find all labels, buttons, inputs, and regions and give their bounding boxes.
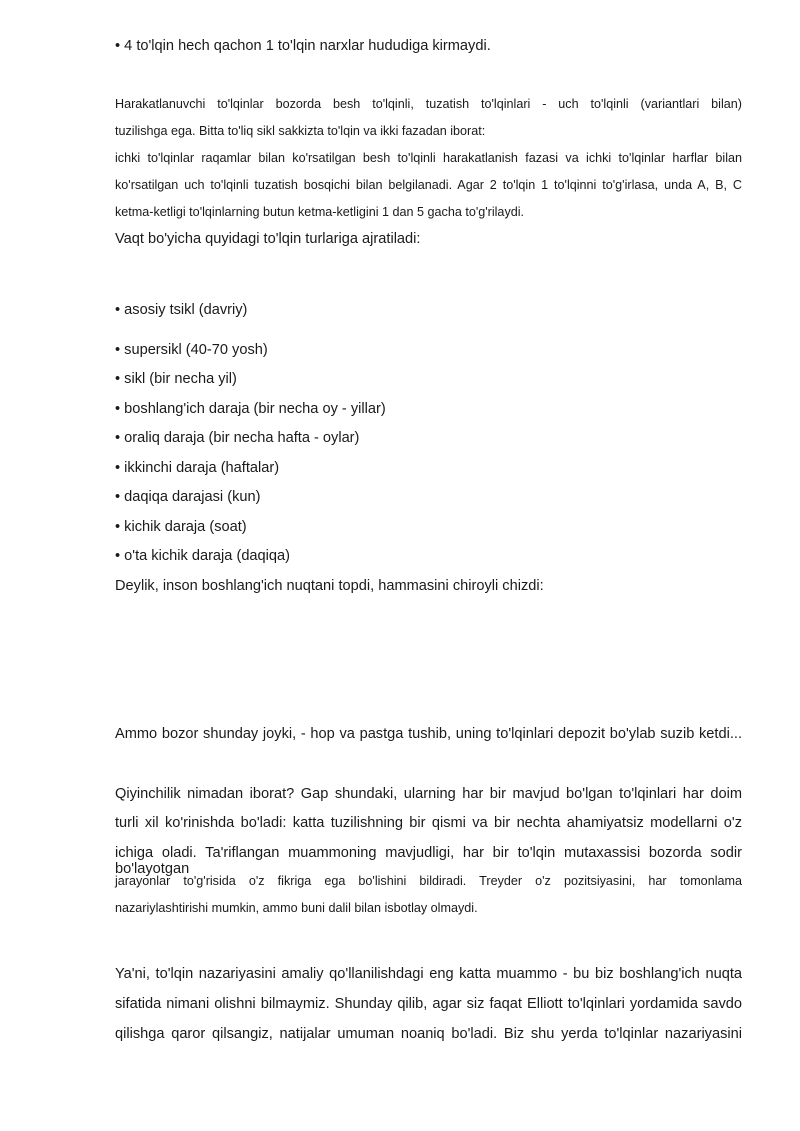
paragraph-line: ichiga oladi. Ta'riflangan muammoning mavjudligi, har bir to'lqin mutaxassisi bozorda sodir bo'layotgan	[115, 845, 742, 877]
paragraph-line: ketma-ketligi to'lqinlarning butun ketma-ketligini 1 dan 5 gacha to'g'rilaydi.	[115, 205, 525, 219]
list-item: • daqiqa darajasi (kun)	[115, 489, 261, 505]
bullet-wave-four: • 4 to'lqin hech qachon 1 to'lqin narxlar hududiga kirmaydi.	[115, 38, 491, 54]
paragraph-line: turli xil ko'rinishda bo'ladi: katta tuzilishning bir qismi va bir nechta ahamiyatsiz modellarni o'z	[115, 815, 742, 831]
paragraph-line: Harakatlanuvchi to'lqinlar bozorda besh to'lqinli, tuzatish to'lqinlari - uch to'lqinli (variantlari bilan)	[115, 97, 742, 111]
paragraph-line: ko'rsatilgan uch to'lqinli tuzatish bosqichi bilan belgilanadi. Agar 2 to'lqin 1 to'lqinni to'g'irlasa, unda A, B, C	[115, 178, 742, 192]
paragraph-line: qilishga qaror qilsangiz, natijalar umuman noaniq bo'ladi. Biz shu yerda to'lqinlar nazariyasini	[115, 1026, 742, 1042]
list-item: • oraliq daraja (bir necha hafta - oylar)	[115, 430, 360, 446]
list-item: • supersikl (40-70 yosh)	[115, 342, 268, 358]
paragraph-line: sifatida nimani olishni bilmaymiz. Shunday qilib, agar siz faqat Elliott to'lqinlari yordamida savdo	[115, 996, 742, 1012]
paragraph-line: jarayonlar to'g'risida o'z fikriga ega bo'lishini bildiradi. Treyder o'z pozitsiyasini, har tomonlama	[115, 874, 742, 888]
paragraph-line: Deylik, inson boshlang'ich nuqtani topdi, hammasini chiroyli chizdi:	[115, 578, 544, 594]
paragraph-line: ichki to'lqinlar raqamlar bilan ko'rsatilgan besh to'lqinli harakatlanish fazasi va ichki to'lqinlar harflar bilan	[115, 151, 742, 165]
paragraph-line: nazariylashtirishi mumkin, ammo buni dalil bilan isbotlay olmaydi.	[115, 901, 478, 915]
list-item: • sikl (bir necha yil)	[115, 371, 237, 387]
paragraph-line: Ya'ni, to'lqin nazariyasini amaliy qo'llanilishdagi eng katta muammo - bu biz boshlang'ich nuqta	[115, 966, 742, 982]
list-item: • ikkinchi daraja (haftalar)	[115, 460, 280, 476]
list-item: • boshlang'ich daraja (bir necha oy - yillar)	[115, 401, 386, 417]
list-item: • o'ta kichik daraja (daqiqa)	[115, 548, 291, 564]
list-item: • kichik daraja (soat)	[115, 519, 247, 535]
paragraph-line: Qiyinchilik nimadan iborat? Gap shundaki, ularning har bir mavjud bo'lgan to'lqinlari har doim	[115, 786, 742, 802]
list-intro: Vaqt bo'yicha quyidagi to'lqin turlariga ajratiladi:	[115, 231, 421, 247]
paragraph-line: Ammo bozor shunday joyki, - hop va pastga tushib, uning to'lqinlari depozit bo'ylab suzib ketdi...	[115, 726, 742, 742]
list-item: • asosiy tsikl (davriy)	[115, 302, 248, 318]
paragraph-line: tuzilishga ega. Bitta to'liq sikl sakkizta to'lqin va ikki fazadan iborat:	[115, 124, 486, 138]
